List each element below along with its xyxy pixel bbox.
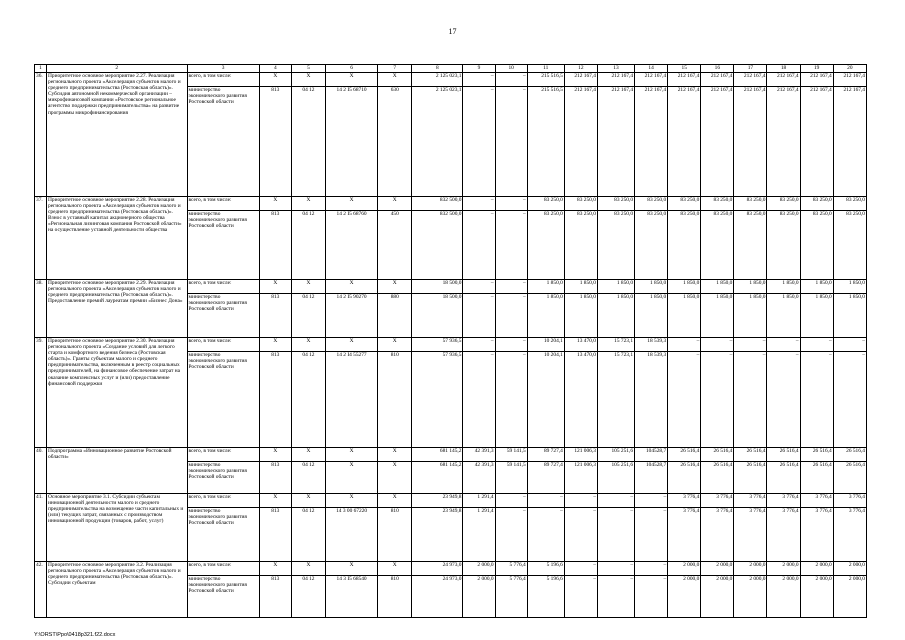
amount-cell: – — [527, 494, 564, 508]
amount-cell: – — [635, 576, 668, 618]
amount-cell: – — [495, 338, 527, 352]
column-number: 4 — [259, 65, 291, 73]
amount-cell: 57 936,5 — [412, 352, 463, 448]
budget-code-cell: X — [326, 494, 378, 508]
column-number: 9 — [463, 65, 495, 73]
budget-code-cell: X — [291, 562, 325, 576]
amount-cell: 1 850,0 — [833, 280, 866, 294]
amount-cell: 3 776,4 — [767, 494, 800, 508]
amount-cell: 2 000,0 — [701, 562, 734, 576]
amount-cell: 1 291,4 — [463, 508, 495, 562]
amount-cell: 3 776,4 — [701, 508, 734, 562]
amount-cell: 59 141,5 — [495, 448, 527, 462]
row-number: 42. — [35, 562, 47, 618]
amount-cell: 26 516,4 — [668, 462, 701, 494]
table-row — [35, 197, 867, 211]
amount-cell: 83 250,0 — [597, 197, 634, 211]
amount-cell: 5 196,6 — [527, 576, 564, 618]
amount-cell: – — [668, 352, 701, 448]
amount-cell: 83 250,0 — [833, 211, 866, 280]
amount-cell: – — [495, 211, 527, 280]
budget-code-cell: 810 — [378, 576, 412, 618]
amount-cell: 83 250,0 — [701, 211, 734, 280]
amount-cell: – — [564, 494, 597, 508]
amount-cell: 1 850,0 — [597, 280, 634, 294]
amount-cell: – — [767, 338, 800, 352]
amount-cell: 18 539,3 — [635, 338, 668, 352]
executor-cell: министерство экономического развития Ростовской области — [187, 508, 259, 562]
amount-cell: – — [463, 280, 495, 294]
budget-code-cell: X — [326, 280, 378, 294]
table-row — [35, 338, 867, 352]
column-number: 12 — [564, 65, 597, 73]
amount-cell: 1 850,0 — [564, 280, 597, 294]
budget-code-cell: 04 12 — [291, 352, 325, 448]
amount-cell: 1 850,0 — [527, 294, 564, 338]
amount-cell: 42 391,3 — [463, 462, 495, 494]
amount-cell: 15 723,1 — [597, 352, 634, 448]
amount-cell: 83 250,0 — [800, 197, 833, 211]
amount-cell: – — [495, 352, 527, 448]
amount-cell: 18 539,3 — [635, 352, 668, 448]
table-row — [35, 280, 867, 294]
budget-code-cell: 880 — [378, 294, 412, 338]
budget-code-cell: X — [259, 280, 291, 294]
executor-cell: министерство экономического развития Ростовской области — [187, 294, 259, 338]
budget-code-cell: 04 12 — [291, 211, 325, 280]
budget-code-cell: 813 — [259, 352, 291, 448]
amount-cell: – — [597, 576, 634, 618]
amount-cell: 5 776,4 — [495, 576, 527, 618]
amount-cell: 3 776,4 — [833, 494, 866, 508]
budget-code-cell: 14 3 00 67220 — [326, 508, 378, 562]
program-name: Подпрограмма «Инновационное развитие Ростовской области» — [47, 448, 188, 494]
amount-cell: 2 000,0 — [833, 562, 866, 576]
budget-table — [34, 64, 867, 618]
page-number: 17 — [448, 27, 457, 36]
amount-cell: 1 850,0 — [597, 294, 634, 338]
budget-code-cell: 813 — [259, 462, 291, 494]
amount-cell: 212 167,4 — [767, 87, 800, 197]
amount-cell: – — [495, 294, 527, 338]
row-number: 36. — [35, 73, 47, 197]
amount-cell: – — [527, 508, 564, 562]
budget-table-container — [34, 64, 867, 618]
executor-cell: министерство экономического развития Ростовской области — [187, 87, 259, 197]
budget-code-cell: 810 — [378, 352, 412, 448]
amount-cell: 212 167,4 — [767, 73, 800, 87]
amount-cell: 2 000,0 — [701, 576, 734, 618]
budget-code-cell: X — [291, 73, 325, 87]
amount-cell: 2 000,0 — [767, 562, 800, 576]
amount-cell: 1 850,0 — [701, 294, 734, 338]
column-number: 11 — [527, 65, 564, 73]
budget-code-cell: X — [291, 197, 325, 211]
amount-cell: 83 250,0 — [597, 211, 634, 280]
amount-cell: 83 250,0 — [564, 197, 597, 211]
amount-cell: 1 850,0 — [668, 294, 701, 338]
amount-cell: 83 250,0 — [701, 197, 734, 211]
table-row — [35, 562, 867, 576]
column-number: 17 — [734, 65, 767, 73]
column-number: 6 — [326, 65, 378, 73]
budget-code-cell: 810 — [378, 508, 412, 562]
amount-cell: – — [800, 352, 833, 448]
amount-cell: 105 251,6 — [597, 448, 634, 462]
amount-cell: 26 516,4 — [734, 462, 767, 494]
budget-code-cell: X — [291, 494, 325, 508]
amount-cell: – — [800, 338, 833, 352]
budget-code-cell: 813 — [259, 211, 291, 280]
column-number: 15 — [668, 65, 701, 73]
executor-cell: министерство экономического развития Ростовской области — [187, 576, 259, 618]
amount-cell: – — [635, 494, 668, 508]
table-row — [35, 73, 867, 87]
budget-code-cell: X — [326, 197, 378, 211]
amount-cell: – — [463, 73, 495, 87]
amount-cell: 26 516,4 — [701, 462, 734, 494]
amount-cell: 26 516,4 — [734, 448, 767, 462]
amount-cell: 26 516,4 — [833, 462, 866, 494]
amount-cell: 2 000,0 — [734, 562, 767, 576]
amount-cell: 83 250,0 — [635, 197, 668, 211]
amount-cell: – — [463, 338, 495, 352]
row-number: 41. — [35, 494, 47, 562]
column-number: 19 — [800, 65, 833, 73]
budget-code-cell: X — [259, 338, 291, 352]
amount-cell: 212 167,4 — [833, 73, 866, 87]
amount-cell: 832 500,0 — [412, 197, 463, 211]
executor-cell: всего, в том числе: — [187, 280, 259, 294]
executor-cell: министерство экономического развития Ростовской области — [187, 462, 259, 494]
amount-cell: 2 000,0 — [463, 576, 495, 618]
amount-cell: 681 145,2 — [412, 448, 463, 462]
budget-code-cell: 450 — [378, 211, 412, 280]
budget-code-cell: X — [259, 73, 291, 87]
amount-cell: 212 167,4 — [800, 87, 833, 197]
budget-code-cell: 04 12 — [291, 294, 325, 338]
amount-cell: 1 850,0 — [564, 294, 597, 338]
budget-code-cell: X — [378, 494, 412, 508]
amount-cell: 83 250,0 — [635, 211, 668, 280]
executor-cell: всего, в том числе: — [187, 197, 259, 211]
amount-cell: 105 251,6 — [597, 462, 634, 494]
column-number: 10 — [495, 65, 527, 73]
amount-cell: 83 250,0 — [767, 197, 800, 211]
budget-code-cell: X — [326, 338, 378, 352]
budget-code-cell: X — [378, 462, 412, 494]
column-number: 13 — [597, 65, 634, 73]
amount-cell: 3 776,4 — [800, 494, 833, 508]
amount-cell: 10 204,1 — [527, 338, 564, 352]
amount-cell: 3 776,4 — [734, 508, 767, 562]
budget-code-cell: X — [259, 197, 291, 211]
budget-code-cell: X — [326, 448, 378, 462]
budget-code-cell: 04 12 — [291, 508, 325, 562]
amount-cell: 26 516,4 — [800, 448, 833, 462]
amount-cell: 1 850,0 — [668, 280, 701, 294]
amount-cell: 212 167,4 — [668, 73, 701, 87]
amount-cell: 212 167,4 — [635, 73, 668, 87]
program-name: Приоритетное основное мероприятие 2.28. Реализация регионального проекта «Акселерация субъектов малого и среднего предпринимательства (Ростовская область)». Взнос в уставный капитал акционерного общества «Региональная лизинговая компания Ростовской области» на осуществление уставной деятельности общества — [47, 197, 188, 280]
amount-cell: 1 850,0 — [800, 280, 833, 294]
amount-cell: 83 250,0 — [564, 211, 597, 280]
amount-cell: 212 167,4 — [597, 73, 634, 87]
amount-cell: 83 250,0 — [668, 197, 701, 211]
column-number: 1 — [35, 65, 47, 73]
amount-cell: 212 167,4 — [701, 87, 734, 197]
budget-code-cell: 14 3 I5 68540 — [326, 576, 378, 618]
amount-cell: 121 006,3 — [564, 462, 597, 494]
column-number: 3 — [187, 65, 259, 73]
amount-cell: 215 516,5 — [527, 73, 564, 87]
amount-cell: 212 167,4 — [800, 73, 833, 87]
amount-cell: 3 776,4 — [701, 494, 734, 508]
executor-cell: министерство экономического развития Ростовской области — [187, 352, 259, 448]
amount-cell: 83 250,0 — [833, 197, 866, 211]
budget-code-cell: X — [259, 494, 291, 508]
program-name: Приоритетное основное мероприятие 2.30. Реализация регионального проекта «Создание условий для легкого старта и комфортного ведения бизнеса (Ростовская область)». Гранты субъектам малого и среднего предпринимательства, включенным в реестр социальных предпринимателей, на финансовое обеспечение затрат на оказание комплексных услуг и (или) предоставление финансовой поддержки — [47, 338, 188, 448]
budget-code-cell: 14 2 I4 55277 — [326, 352, 378, 448]
amount-cell: – — [635, 508, 668, 562]
budget-code-cell: 14 2 I5 68710 — [326, 87, 378, 197]
budget-code-cell: X — [378, 562, 412, 576]
amount-cell: 5 196,6 — [527, 562, 564, 576]
budget-code-cell: X — [378, 280, 412, 294]
row-number: 39. — [35, 338, 47, 448]
amount-cell: 3 776,4 — [668, 508, 701, 562]
amount-cell: 18 500,0 — [412, 280, 463, 294]
amount-cell: 2 125 023,1 — [412, 87, 463, 197]
amount-cell: – — [767, 352, 800, 448]
amount-cell: – — [564, 576, 597, 618]
amount-cell: 83 250,0 — [800, 211, 833, 280]
amount-cell: 212 167,4 — [833, 87, 866, 197]
budget-code-cell: X — [378, 73, 412, 87]
amount-cell: 212 167,4 — [564, 73, 597, 87]
budget-code-cell: X — [291, 280, 325, 294]
amount-cell: 42 391,3 — [463, 448, 495, 462]
executor-cell: министерство экономического развития Ростовской области — [187, 211, 259, 280]
amount-cell: – — [635, 562, 668, 576]
amount-cell: 212 167,4 — [564, 87, 597, 197]
amount-cell: 26 516,4 — [833, 448, 866, 462]
amount-cell: 681 145,2 — [412, 462, 463, 494]
amount-cell: 26 516,4 — [767, 462, 800, 494]
budget-code-cell: X — [326, 562, 378, 576]
amount-cell: 1 850,0 — [635, 294, 668, 338]
amount-cell: – — [668, 338, 701, 352]
amount-cell: 59 141,5 — [495, 462, 527, 494]
amount-cell: 104528,7 — [635, 462, 668, 494]
column-number: 18 — [767, 65, 800, 73]
amount-cell: 1 850,0 — [734, 294, 767, 338]
amount-cell: 2 000,0 — [800, 562, 833, 576]
footer-file-path: Y:\ORST\Ppo\0418p321.f22.docx — [34, 632, 116, 638]
amount-cell: 83 250,0 — [527, 211, 564, 280]
amount-cell: 2 000,0 — [734, 576, 767, 618]
amount-cell: – — [701, 338, 734, 352]
program-name: Приоритетное основное мероприятие 2.27. Реализация регионального проекта «Акселерация субъектов малого и среднего предпринимательства (Ростовская область)». Субсидия автономной некоммерческой организации – микрофинансовой компании «Ростовское региональное агентство поддержки предпринимательства» на развитие программы микрофинансирования — [47, 73, 188, 197]
executor-cell: всего, в том числе: — [187, 338, 259, 352]
column-number-row — [35, 65, 867, 73]
row-number: 37. — [35, 197, 47, 280]
table-row — [35, 494, 867, 508]
amount-cell: – — [495, 494, 527, 508]
column-number: 5 — [291, 65, 325, 73]
amount-cell: – — [701, 352, 734, 448]
amount-cell: 212 167,4 — [701, 73, 734, 87]
amount-cell: 26 516,4 — [668, 448, 701, 462]
amount-cell: – — [833, 352, 866, 448]
budget-code-cell: 14 2 I5 68760 — [326, 211, 378, 280]
column-number: 16 — [701, 65, 734, 73]
amount-cell: 83 250,0 — [734, 197, 767, 211]
budget-code-cell: X — [378, 338, 412, 352]
amount-cell: 13 470,0 — [564, 352, 597, 448]
budget-code-cell: 04 12 — [291, 87, 325, 197]
amount-cell: – — [463, 352, 495, 448]
table-body — [35, 65, 867, 618]
budget-code-cell: 813 — [259, 508, 291, 562]
amount-cell: 26 516,4 — [767, 448, 800, 462]
amount-cell: 26 516,4 — [800, 462, 833, 494]
amount-cell: 83 250,0 — [767, 211, 800, 280]
amount-cell: 1 850,0 — [734, 280, 767, 294]
amount-cell: – — [463, 197, 495, 211]
amount-cell: 24 973,0 — [412, 576, 463, 618]
budget-code-cell: 04 12 — [291, 462, 325, 494]
amount-cell: 2 000,0 — [463, 562, 495, 576]
executor-cell: всего, в том числе: — [187, 448, 259, 462]
amount-cell: 3 776,4 — [734, 494, 767, 508]
amount-cell: – — [495, 197, 527, 211]
amount-cell: 1 850,0 — [833, 294, 866, 338]
budget-code-cell: X — [259, 562, 291, 576]
amount-cell: 2 000,0 — [668, 562, 701, 576]
amount-cell: 89 727,4 — [527, 462, 564, 494]
table-row — [35, 448, 867, 462]
budget-code-cell: X — [291, 448, 325, 462]
amount-cell: 212 167,4 — [635, 87, 668, 197]
amount-cell: 215 516,5 — [527, 87, 564, 197]
executor-cell: всего, в том числе: — [187, 562, 259, 576]
amount-cell: 13 470,0 — [564, 338, 597, 352]
program-name: Основное мероприятие 3.1. Субсидии субъектам инновационной деятельности малого и среднего предпринимательства на возмещение части капитальных и (или) текущих затрат, связанных с производством инновационной продукции (товаров, работ, услуг) — [47, 494, 188, 562]
amount-cell: – — [495, 508, 527, 562]
amount-cell: – — [597, 508, 634, 562]
amount-cell: 1 850,0 — [701, 280, 734, 294]
amount-cell: 2 125 023,1 — [412, 73, 463, 87]
amount-cell: 1 291,4 — [463, 494, 495, 508]
budget-code-cell: 14 2 I5 90270 — [326, 294, 378, 338]
amount-cell: 1 850,0 — [767, 294, 800, 338]
amount-cell: 212 167,4 — [734, 87, 767, 197]
budget-code-cell: X — [291, 338, 325, 352]
amount-cell: 121 006,3 — [564, 448, 597, 462]
amount-cell: 24 973,0 — [412, 562, 463, 576]
amount-cell: 2 000,0 — [767, 576, 800, 618]
amount-cell: – — [597, 494, 634, 508]
amount-cell: 832 500,0 — [412, 211, 463, 280]
amount-cell: – — [564, 562, 597, 576]
row-number: 38. — [35, 280, 47, 338]
budget-code-cell: 813 — [259, 576, 291, 618]
amount-cell: 83 250,0 — [527, 197, 564, 211]
amount-cell: 18 500,0 — [412, 294, 463, 338]
program-name: Приоритетное основное мероприятие 2.29. Реализация регионального проекта «Акселерация субъектов малого и среднего предпринимательства (Ростовская область)». Предоставление премий лауреатам премии «Бизнес Дона» — [47, 280, 188, 338]
budget-code-cell: 630 — [378, 87, 412, 197]
amount-cell: 1 850,0 — [635, 280, 668, 294]
amount-cell: – — [734, 352, 767, 448]
budget-code-cell: X — [378, 448, 412, 462]
amount-cell: 1 850,0 — [800, 294, 833, 338]
amount-cell: – — [597, 562, 634, 576]
amount-cell: – — [463, 87, 495, 197]
amount-cell: 3 776,4 — [668, 494, 701, 508]
column-number: 7 — [378, 65, 412, 73]
amount-cell: 5 776,4 — [495, 562, 527, 576]
amount-cell: 2 000,0 — [668, 576, 701, 618]
amount-cell: 23 949,8 — [412, 508, 463, 562]
amount-cell: 1 850,0 — [527, 280, 564, 294]
budget-code-cell: X — [326, 462, 378, 494]
amount-cell: 26 516,4 — [701, 448, 734, 462]
amount-cell: 3 776,4 — [833, 508, 866, 562]
executor-cell: всего, в том числе: — [187, 494, 259, 508]
amount-cell: – — [495, 87, 527, 197]
amount-cell: 10 204,1 — [527, 352, 564, 448]
amount-cell: 3 776,4 — [767, 508, 800, 562]
amount-cell: 1 850,0 — [767, 280, 800, 294]
budget-code-cell: 813 — [259, 87, 291, 197]
budget-code-cell: X — [378, 197, 412, 211]
amount-cell: – — [833, 338, 866, 352]
amount-cell: 15 723,1 — [597, 338, 634, 352]
amount-cell: 2 000,0 — [833, 576, 866, 618]
amount-cell: 57 936,5 — [412, 338, 463, 352]
budget-code-cell: 04 12 — [291, 576, 325, 618]
column-number: 20 — [833, 65, 866, 73]
column-number: 2 — [47, 65, 188, 73]
amount-cell: – — [463, 211, 495, 280]
amount-cell: – — [463, 294, 495, 338]
amount-cell: – — [564, 508, 597, 562]
amount-cell: 3 776,4 — [800, 508, 833, 562]
amount-cell: 212 167,4 — [597, 87, 634, 197]
amount-cell: – — [495, 280, 527, 294]
amount-cell: 104528,7 — [635, 448, 668, 462]
amount-cell: – — [495, 73, 527, 87]
row-number: 40. — [35, 448, 47, 494]
amount-cell: – — [734, 338, 767, 352]
program-name: Приоритетное основное мероприятие 3.2. Реализация регионального проекта «Акселерация субъектов малого и среднего предпринимательства (Ростовская область)». Субсидии субъектам — [47, 562, 188, 618]
executor-cell: всего, в том числе: — [187, 73, 259, 87]
budget-code-cell: X — [326, 73, 378, 87]
amount-cell: 212 167,4 — [734, 73, 767, 87]
column-number: 14 — [635, 65, 668, 73]
amount-cell: 212 167,4 — [668, 87, 701, 197]
amount-cell: 2 000,0 — [800, 576, 833, 618]
amount-cell: 83 250,0 — [668, 211, 701, 280]
budget-code-cell: 813 — [259, 294, 291, 338]
amount-cell: 89 727,4 — [527, 448, 564, 462]
amount-cell: 23 949,8 — [412, 494, 463, 508]
column-number: 8 — [412, 65, 463, 73]
amount-cell: 83 250,0 — [734, 211, 767, 280]
budget-code-cell: X — [259, 448, 291, 462]
